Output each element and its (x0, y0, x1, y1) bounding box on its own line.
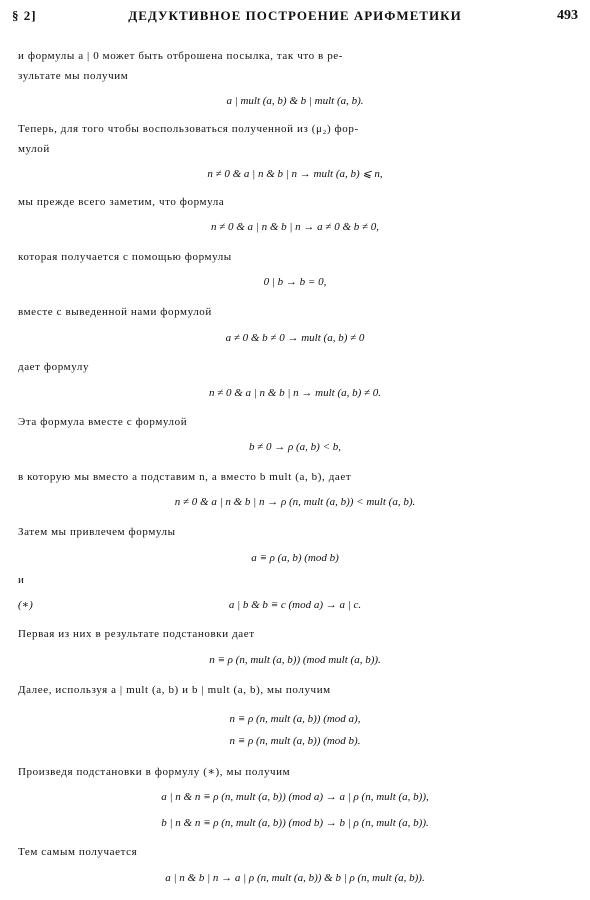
formula-line: n ≠ 0 & a | n & b | n → mult (a, b) ≠ 0. (208, 387, 382, 399)
formula-line-labeled (0, 595, 590, 615)
text-line: Затем мы привлечем формулы (18, 526, 176, 538)
text-line: Произведя подстановки в формулу (∗), мы получим (18, 766, 291, 778)
text-line: Тем самым получается (18, 846, 138, 858)
formula-line: a | n & b | n → a | ρ (n, mult (a, b)) & b | ρ (n, mult (a, b)). (165, 872, 425, 884)
text-line: вместе с выведенной нами формулой (18, 306, 212, 318)
formula-line: b | n & n ≡ ρ (n, mult (a, b)) (mod b) → b | ρ (n, mult (a, b)). (161, 817, 429, 829)
text-line: в которую мы вместо a подставим n, а вместо b mult (a, b), дает (18, 471, 352, 483)
formula-line: 0 | b → b = 0, (263, 276, 327, 288)
text-line: и формулы a | 0 может быть отброшена посылка, так что в ре- (18, 50, 344, 62)
running-header (0, 4, 590, 26)
formula-line: n ≡ ρ (n, mult (a, b)) (mod mult (a, b)). (209, 654, 381, 666)
formula-line: a ≡ ρ (a, b) (mod b) (251, 552, 339, 564)
page-number: 493 (557, 8, 578, 23)
text-line: Далее, используя a | mult (a, b) и b | mult (a, b), мы получим (18, 684, 331, 696)
text-line: Теперь, для того чтобы воспользоваться полученной из (μ₂) фор- (18, 123, 359, 135)
formula-line: n ≠ 0 & a | n & b | n → a ≠ 0 & b ≠ 0, (210, 221, 380, 233)
formula-line: n ≡ ρ (n, mult (a, b)) (mod b). (229, 735, 361, 747)
text-line: Первая из них в результате подстановки дает (18, 628, 255, 640)
text-line: мулой (18, 143, 50, 155)
text-line: мы прежде всего заметим, что формула (18, 196, 225, 208)
formula-text: a | b & b ≡ c (mod a) → a | c. (228, 599, 362, 611)
formula-line: b ≠ 0 → ρ (a, b) < b, (248, 441, 342, 453)
formula-line: a | n & n ≡ ρ (n, mult (a, b)) (mod a) → a | ρ (n, mult (a, b)), (161, 791, 429, 803)
running-title: ДЕДУКТИВНОЕ ПОСТРОЕНИЕ АРИФМЕТИКИ (128, 8, 462, 23)
formula-label: (∗) (18, 599, 33, 611)
text-line: зультате мы получим (18, 70, 129, 82)
text-line: и (18, 574, 25, 586)
formula-line: n ≠ 0 & a | n & b | n → ρ (n, mult (a, b)) < mult (a, b). (174, 496, 416, 508)
text-line: которая получается с помощью формулы (18, 251, 232, 263)
formula-line: a | mult (a, b) & b | mult (a, b). (226, 95, 364, 107)
formula-line: n ≠ 0 & a | n & b | n → mult (a, b) ⩽ n, (207, 168, 383, 180)
formula-line: n ≡ ρ (n, mult (a, b)) (mod a), (229, 713, 361, 725)
text-line: Эта формула вместе с формулой (18, 416, 188, 428)
formula-line: a ≠ 0 & b ≠ 0 → mult (a, b) ≠ 0 (225, 332, 365, 344)
section-marker: § 2] (12, 8, 37, 23)
text-line: дает формулу (18, 361, 90, 373)
